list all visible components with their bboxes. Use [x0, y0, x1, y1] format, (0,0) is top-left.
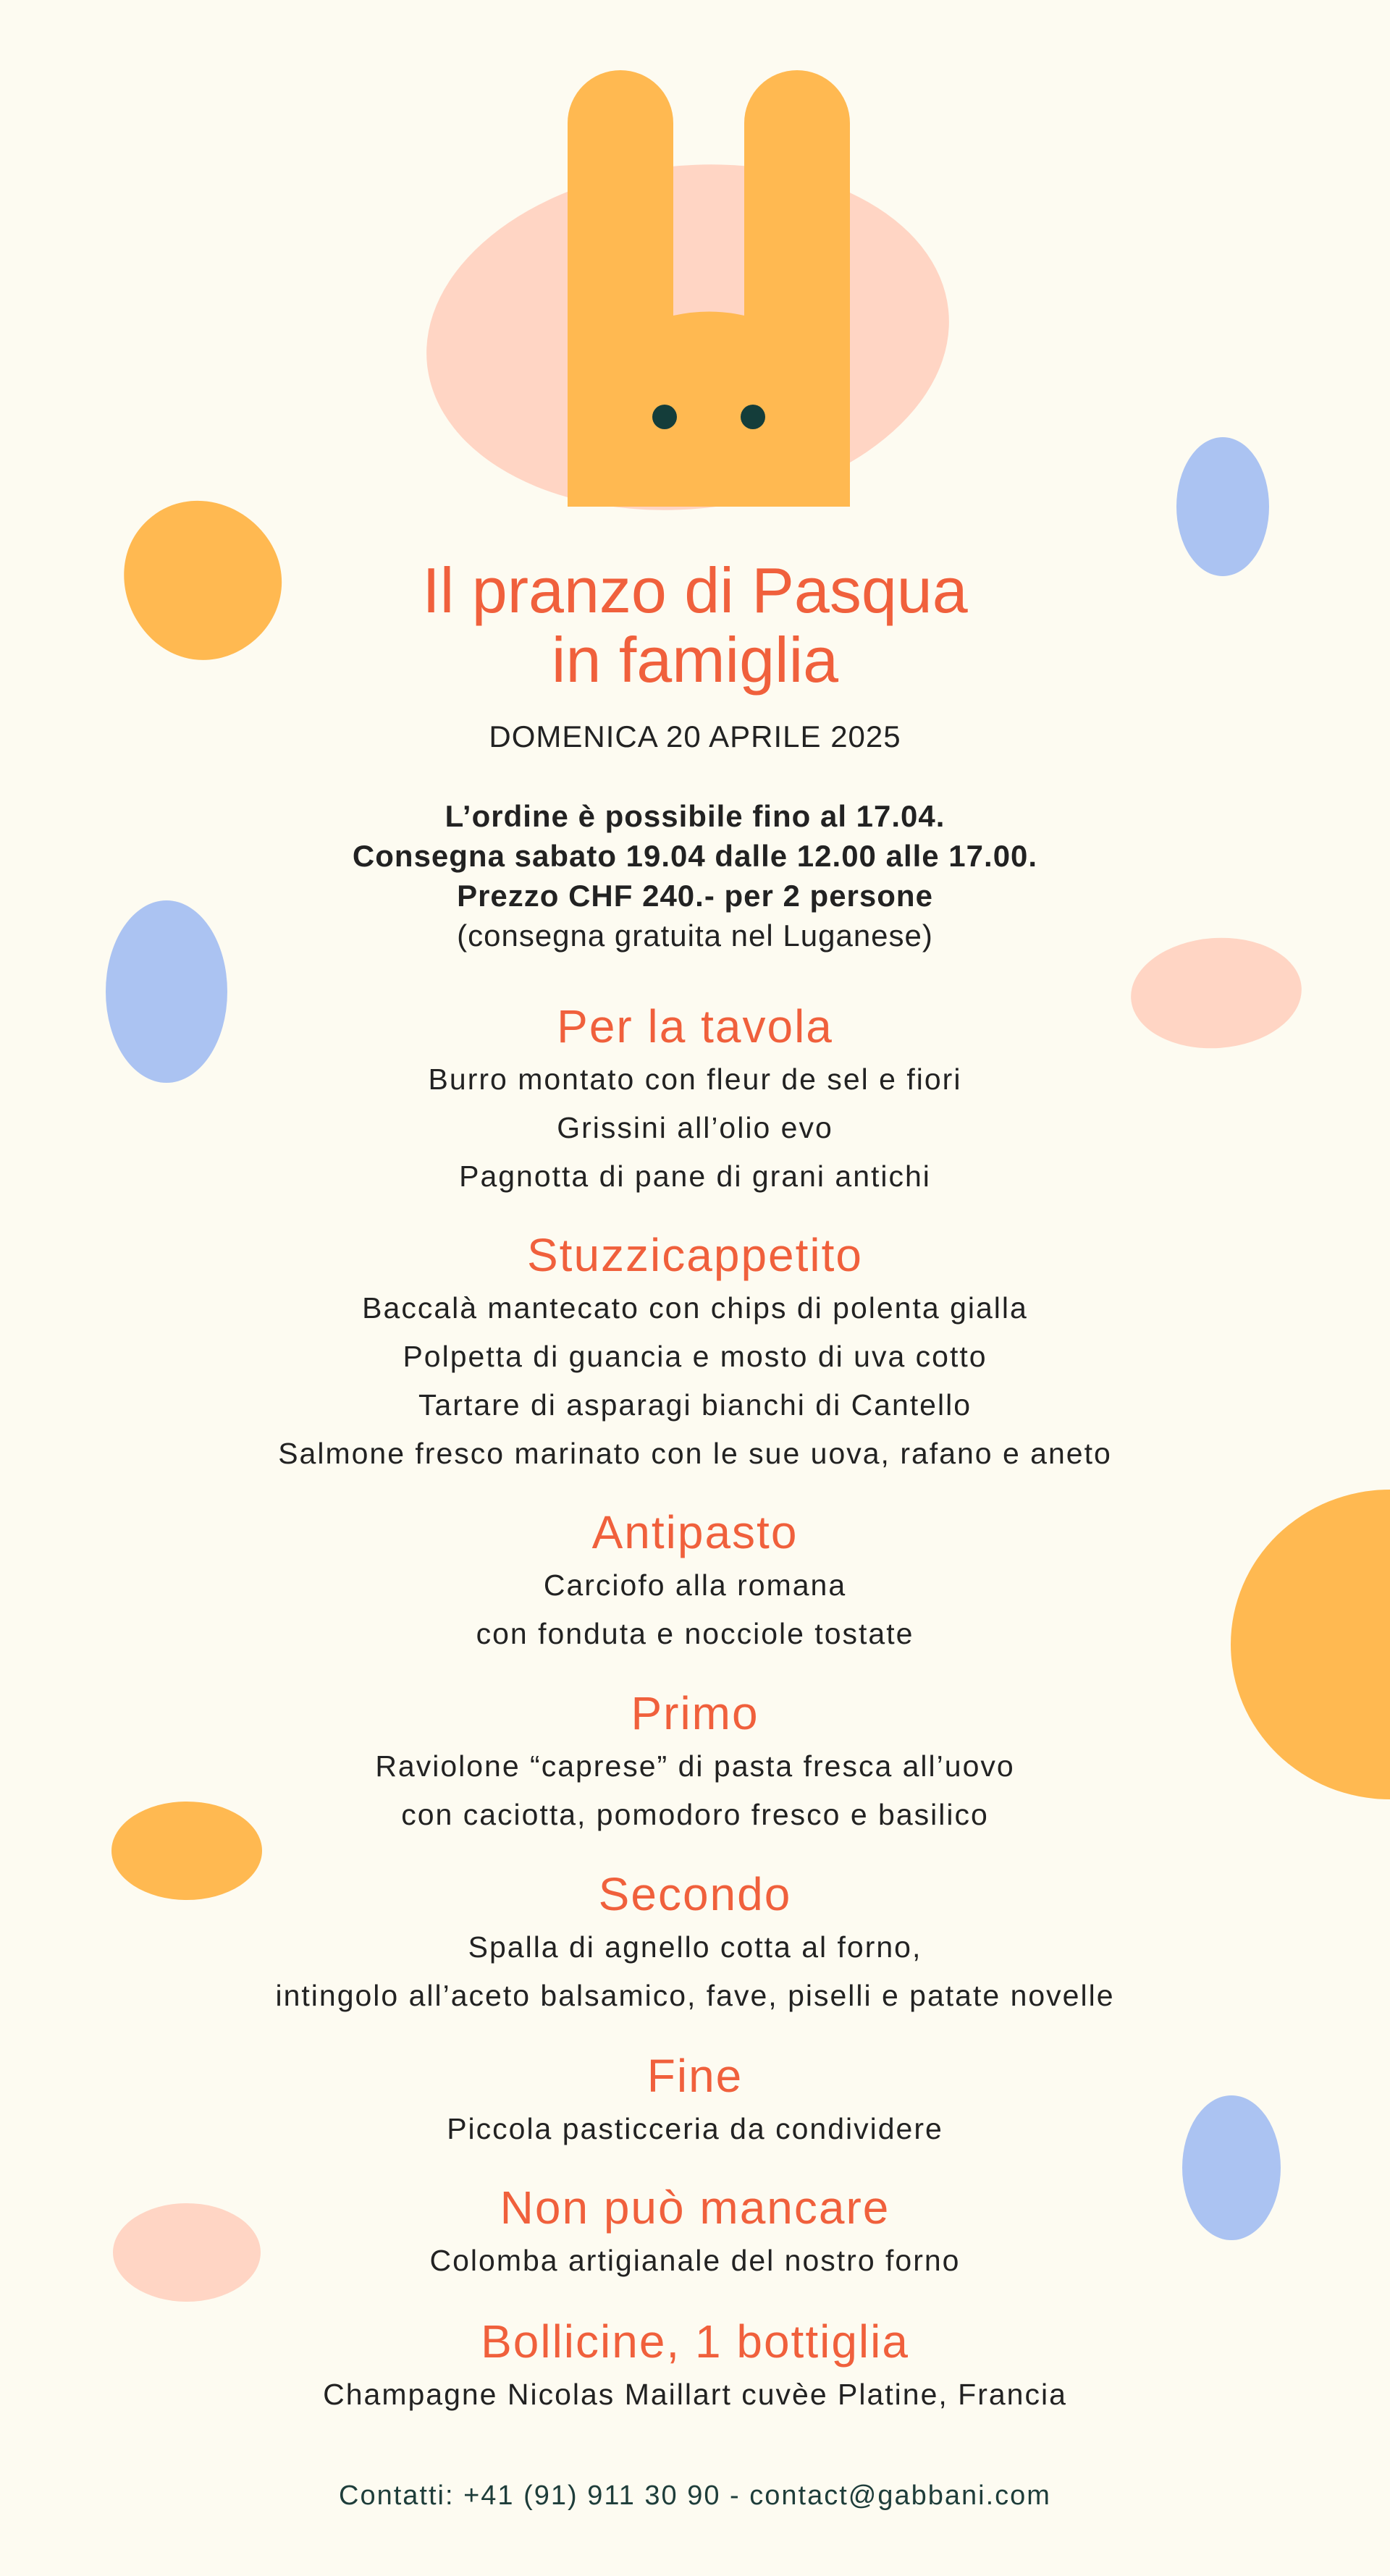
bunny-right-eye: [741, 405, 765, 429]
section-heading: Antipasto: [591, 1506, 799, 1558]
menu-item: con caciotta, pomodoro fresco e basilico: [401, 1798, 989, 1831]
menu-item: Grissini all’olio evo: [557, 1111, 833, 1144]
menu-section-secondo: [0, 1865, 1390, 2020]
section-heading: Primo: [631, 1687, 759, 1739]
section-heading: Fine: [646, 2050, 744, 2102]
menu-item: Spalla di agnello cotta al forno,: [468, 1930, 922, 1964]
section-heading: Per la tavola: [557, 1000, 833, 1052]
menu-item: Baccalà mantecato con chips di polenta gialla: [362, 1291, 1028, 1325]
section-heading: Secondo: [598, 1868, 792, 1920]
menu-item: Champagne Nicolas Maillart cuvèe Platine, Francia: [323, 2378, 1067, 2411]
event-date: DOMENICA 20 APRILE 2025: [489, 719, 901, 753]
menu-section-primo: [0, 1684, 1390, 1839]
menu-section-bollicine: [0, 2313, 1390, 2419]
bunny-left-eye: [652, 405, 677, 429]
menu-item: Colomba artigianale del nostro forno: [429, 2244, 961, 2277]
delivery-time: Consegna sabato 19.04 dalle 12.00 alle 17.00.: [352, 839, 1038, 873]
menu-item: intingolo all’aceto balsamico, fave, piselli e patate novelle: [275, 1979, 1115, 2012]
menu-section-antipasto: [0, 1503, 1390, 1658]
menu-section-stuzzicappetito: [0, 1226, 1390, 1478]
menu-section-per-la-tavola: [0, 997, 1390, 1201]
menu-item: Raviolone “caprese” di pasta fresca all’uovo: [375, 1749, 1015, 1783]
section-heading: Bollicine, 1 bottiglia: [481, 2315, 909, 2368]
menu-item: Piccola pasticceria da condividere: [447, 2112, 943, 2145]
contact-info: Contatti: +41 (91) 911 30 90 - contact@gabbani.com: [339, 2480, 1051, 2511]
price: Prezzo CHF 240.- per 2 persone: [457, 879, 933, 913]
title-line-1: Il pranzo di Pasqua: [422, 554, 968, 626]
bunny-illustration: [409, 70, 966, 536]
order-info: [0, 796, 1390, 955]
menu-section-fine: [0, 2047, 1390, 2153]
menu-item: Salmone fresco marinato con le sue uova, rafano e aneto: [278, 1437, 1112, 1470]
menu-item: Carciofo alla romana: [543, 1568, 847, 1602]
menu-item: Pagnotta di pane di grani antichi: [459, 1160, 931, 1193]
section-heading: Stuzzicappetito: [526, 1229, 864, 1281]
menu-item: Polpetta di guancia e mosto di uva cotto: [403, 1340, 987, 1373]
title-line-2: in famiglia: [551, 624, 839, 696]
menu-section-non-puo-mancare: [0, 2179, 1390, 2285]
page-title: [0, 556, 1390, 695]
section-heading: Non può mancare: [500, 2182, 890, 2234]
menu-item: Burro montato con fleur de sel e fiori: [428, 1063, 962, 1096]
menu-item: Tartare di asparagi bianchi di Cantello: [418, 1388, 972, 1422]
delivery-note: (consegna gratuita nel Luganese): [457, 919, 933, 953]
menu-item: con fonduta e nocciole tostate: [476, 1617, 914, 1650]
order-deadline: L’ordine è possibile fino al 17.04.: [445, 799, 945, 833]
